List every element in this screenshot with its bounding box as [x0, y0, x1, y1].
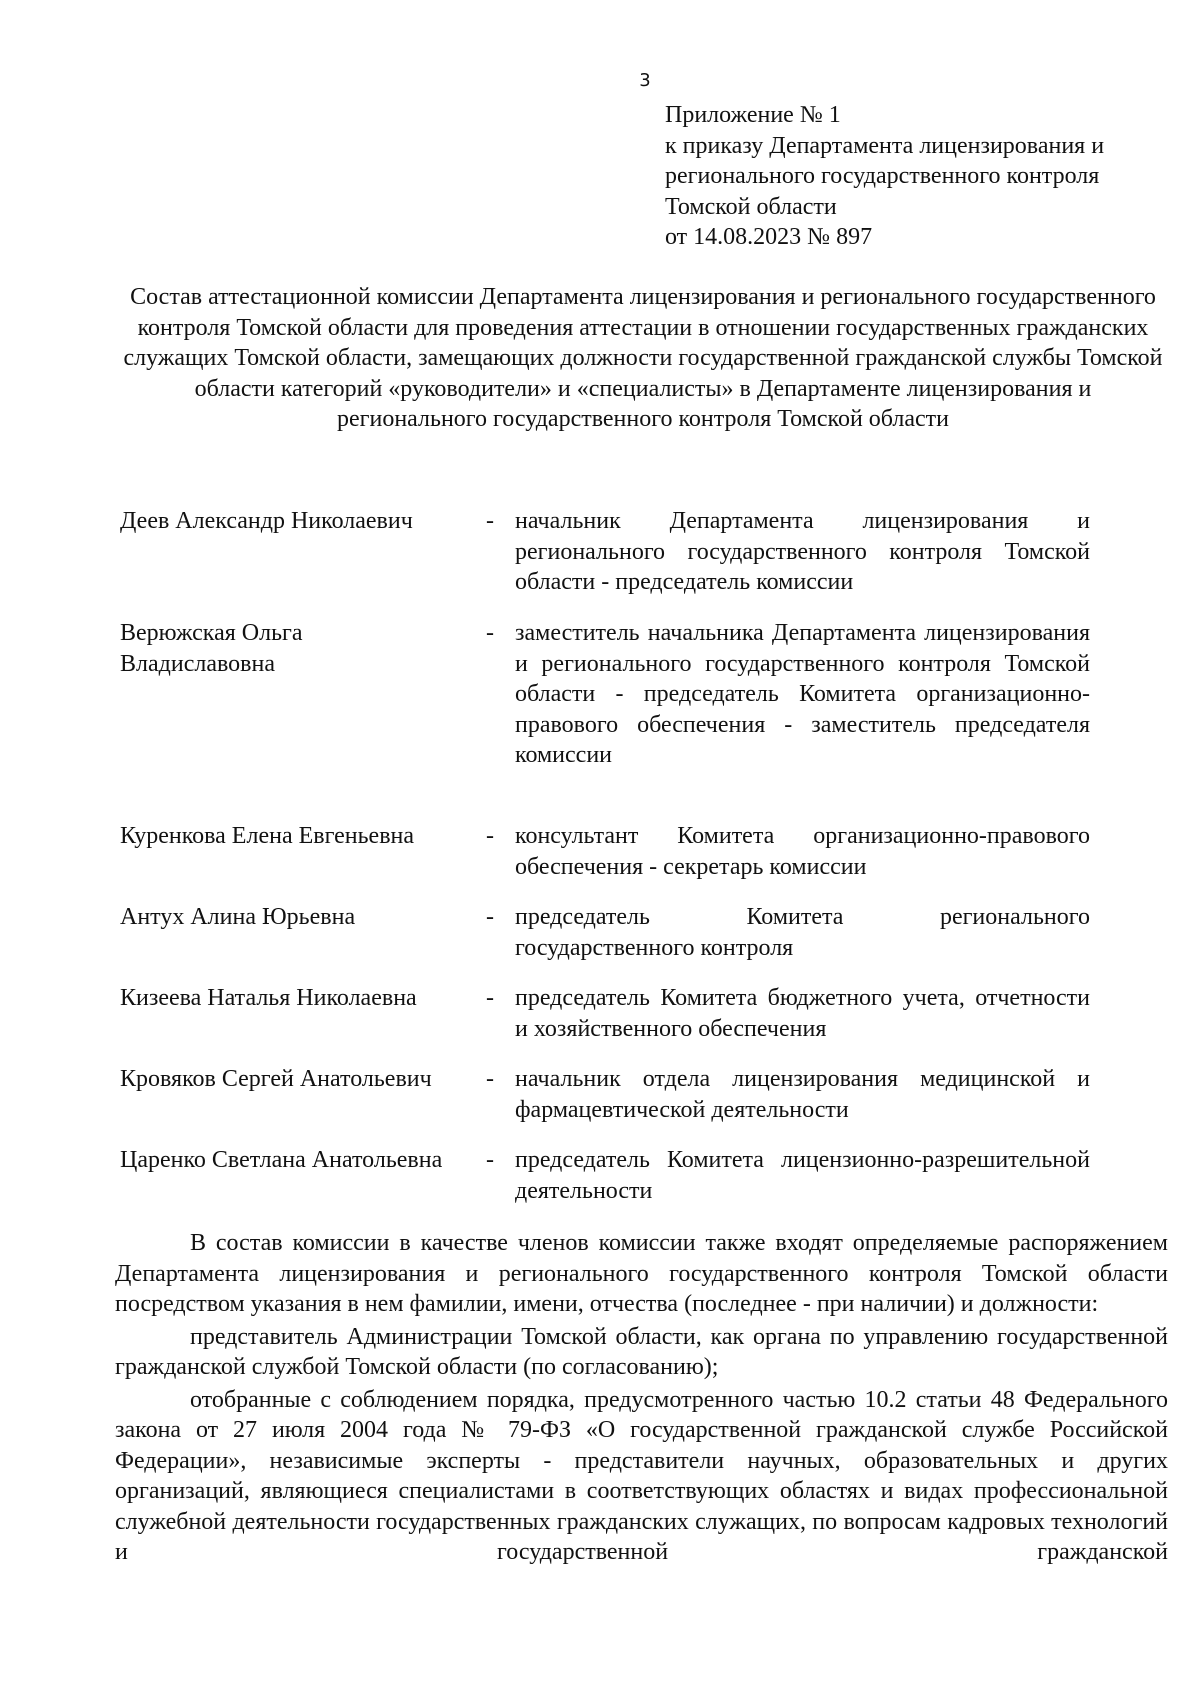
- document-title: Состав аттестационной комиссии Департамента лицензирования и регионального государственного контроля Томской области для проведения аттестации в отношении государственных гражданских служащих Томской области, замещающих должности государственной гражданской службы Томской области категорий «руководители» и «специалисты» в Департаменте лицензирования и регионального государственного контроля Томской области: [123, 284, 1163, 432]
- document-body: [115, 1228, 1168, 1570]
- appendix-line: от 14.08.2023 № 897: [665, 224, 873, 250]
- member-role: председатель Комитета регионального государственного контроля: [515, 904, 1090, 961]
- appendix-line: Томской области: [665, 193, 837, 220]
- member-name: Царенко Светлана Анатольевна: [120, 1147, 443, 1173]
- body-paragraph: В состав комиссии в качестве членов комиссии также входят определяемые распоряжением Департамента лицензирования и регионального государственного контроля Томской области посредством указания в нем фамилии, имени, отчества (последнее - при наличии) и должности:: [115, 1230, 1168, 1317]
- page-number: 3: [639, 70, 651, 91]
- member-name: Верюжская Ольга Владиславовна: [120, 620, 303, 677]
- member-name: Кизеева Наталья Николаевна: [120, 985, 417, 1011]
- member-name: Кровяков Сергей Анатольевич: [120, 1066, 432, 1092]
- member-dash: -: [486, 1147, 494, 1173]
- member-name: Куренкова Елена Евгеньевна: [120, 823, 415, 849]
- member-name: Антух Алина Юрьевна: [120, 904, 356, 930]
- body-paragraph: представитель Администрации Томской области, как органа по управлению государственной гражданской службой Томской области (по согласованию);: [115, 1323, 1168, 1380]
- member-role: консультант Комитета организационно-правового обеспечения - секретарь комиссии: [515, 823, 1090, 880]
- appendix-header: [665, 100, 1185, 253]
- member-role: начальник Департамента лицензирования и регионального государственного контроля Томской области - председатель комиссии: [515, 508, 1090, 595]
- member-dash: -: [486, 985, 494, 1011]
- appendix-line: регионального государственного контроля: [665, 163, 1100, 189]
- appendix-line: Приложение № 1: [665, 102, 841, 128]
- appendix-line: к приказу Департамента лицензирования и: [665, 132, 1105, 159]
- member-role: начальник отдела лицензирования медицинской и фармацевтической деятельности: [515, 1066, 1090, 1123]
- member-role: председатель Комитета лицензионно-разрешительной деятельности: [515, 1147, 1090, 1204]
- member-dash: -: [486, 823, 494, 849]
- member-dash: -: [486, 1066, 494, 1092]
- member-dash: -: [486, 620, 494, 646]
- member-dash: -: [486, 508, 494, 534]
- member-role: председатель Комитета бюджетного учета, отчетности и хозяйственного обеспечения: [515, 985, 1090, 1042]
- member-dash: -: [486, 904, 494, 930]
- body-paragraph: отобранные с соблюдением порядка, предусмотренного частью 10.2 статьи 48 Федерального закона от 27 июля 2004 года № 79-ФЗ «О государственной гражданской службе Российской Федерации», независимые эксперты - представители научных, образовательных и других организаций, являющиеся специалистами в соответствующих областях и видах профессиональной служебной деятельности государственных гражданских служащих, по вопросам кадровых технологий и государственной гражданской: [115, 1386, 1168, 1565]
- member-role: заместитель начальника Департамента лицензирования и регионального государственного контроля Томской области - председатель Комитета организационно-правового обеспечения - заместитель председателя комиссии: [515, 620, 1090, 768]
- member-name: Деев Александр Николаевич: [120, 508, 413, 534]
